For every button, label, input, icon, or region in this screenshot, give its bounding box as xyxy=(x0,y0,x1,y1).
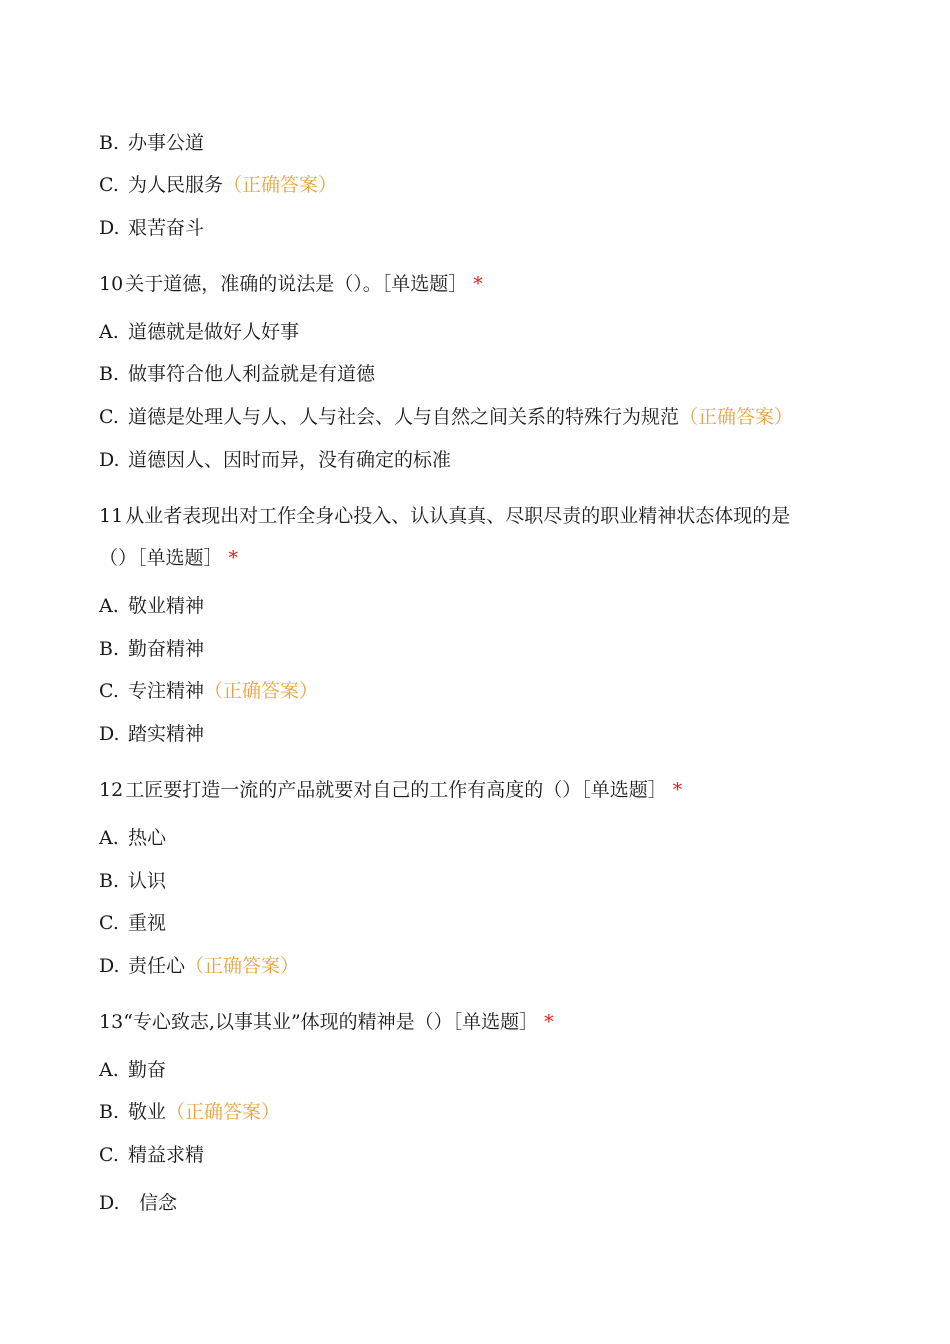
option-q13-a: A. 勤奋 xyxy=(99,1059,167,1081)
question-text: 从业者表现出对工作全身心投入、认认真真、尽职尽责的职业精神状态体现的是 xyxy=(125,505,791,527)
option-q9-c: C. 为人民服务（正确答案） xyxy=(99,174,338,196)
question-text: 工匠要打造一流的产品就要对自己的工作有高度的（）［单选题］ xyxy=(125,779,667,801)
option-text: 敬业 xyxy=(128,1101,167,1123)
required-mark: * xyxy=(672,779,683,801)
question-text: “专心致志,以事其业”体现的精神是（）［单选题］ xyxy=(123,1011,539,1033)
option-q10-c: C. 道德是处理人与人、人与社会、人与自然之间关系的特殊行为规范（正确答案） xyxy=(99,406,794,428)
option-text: 热心 xyxy=(128,827,167,849)
option-q10-a: A. 道德就是做好人好事 xyxy=(99,321,300,343)
option-q11-c: C. 专注精神（正确答案） xyxy=(99,680,319,702)
correct-answer-mark: （正确答案） xyxy=(223,174,338,196)
option-text: 勤奋精神 xyxy=(128,638,205,660)
option-q9-b: B. 办事公道 xyxy=(99,132,205,154)
option-text: 做事符合他人利益就是有道德 xyxy=(128,363,376,385)
option-text: 专注精神 xyxy=(128,680,205,702)
correct-answer-mark: （正确答案） xyxy=(185,955,300,977)
option-text: 道德因人、因时而异，没有确定的标准 xyxy=(128,449,452,471)
option-q13-b: B. 敬业（正确答案） xyxy=(99,1101,281,1123)
option-text: 道德就是做好人好事 xyxy=(128,321,300,343)
option-q9-d: D. 艰苦奋斗 xyxy=(99,217,205,239)
required-mark: * xyxy=(544,1011,554,1033)
option-q10-d: D. 道德因人、因时而异，没有确定的标准 xyxy=(99,449,452,471)
question-11-stem-line2 xyxy=(99,545,238,571)
option-q11-a: A. 敬业精神 xyxy=(99,595,205,617)
question-10-stem xyxy=(99,271,483,297)
required-mark: * xyxy=(228,547,239,569)
question-11-stem-line1 xyxy=(99,503,790,529)
question-text: （）［单选题］ xyxy=(99,547,223,569)
option-q12-b: B. 认识 xyxy=(99,870,167,892)
option-q12-a: A. 热心 xyxy=(99,827,167,849)
option-text: 踏实精神 xyxy=(128,723,205,745)
option-text: 勤奋 xyxy=(128,1059,167,1081)
question-number: 10 xyxy=(99,273,124,295)
option-text: 信念 xyxy=(139,1192,178,1214)
option-q10-b: B. 做事符合他人利益就是有道德 xyxy=(99,363,376,385)
option-q11-b: B. 勤奋精神 xyxy=(99,638,205,660)
option-text: 办事公道 xyxy=(128,132,205,154)
question-number: 11 xyxy=(99,505,124,527)
option-q12-c: C. 重视 xyxy=(99,912,167,934)
option-q11-d: D. 踏实精神 xyxy=(99,723,205,745)
option-text: 重视 xyxy=(128,912,167,934)
correct-answer-mark: （正确答案） xyxy=(204,680,319,702)
correct-answer-mark: （正确答案） xyxy=(166,1101,281,1123)
option-q12-d: D. 责任心（正确答案） xyxy=(99,955,300,977)
correct-answer-mark: （正确答案） xyxy=(679,406,794,428)
option-text: 精益求精 xyxy=(128,1144,205,1166)
question-number: 12 xyxy=(99,779,124,801)
option-q13-d: D. 信念 xyxy=(99,1192,178,1214)
option-text: 艰苦奋斗 xyxy=(128,217,205,239)
required-mark: * xyxy=(473,273,483,295)
option-text: 为人民服务 xyxy=(128,174,224,196)
option-text: 责任心 xyxy=(128,955,186,977)
option-q13-c: C. 精益求精 xyxy=(99,1144,205,1166)
option-text: 认识 xyxy=(128,870,167,892)
question-13-stem xyxy=(99,1009,554,1035)
question-text: 关于道德，准确的说法是（）。［单选题］ xyxy=(125,273,468,295)
question-12-stem xyxy=(99,777,682,803)
option-text: 敬业精神 xyxy=(128,595,205,617)
option-text: 道德是处理人与人、人与社会、人与自然之间关系的特殊行为规范 xyxy=(128,406,680,428)
question-number: 13 xyxy=(99,1011,124,1033)
